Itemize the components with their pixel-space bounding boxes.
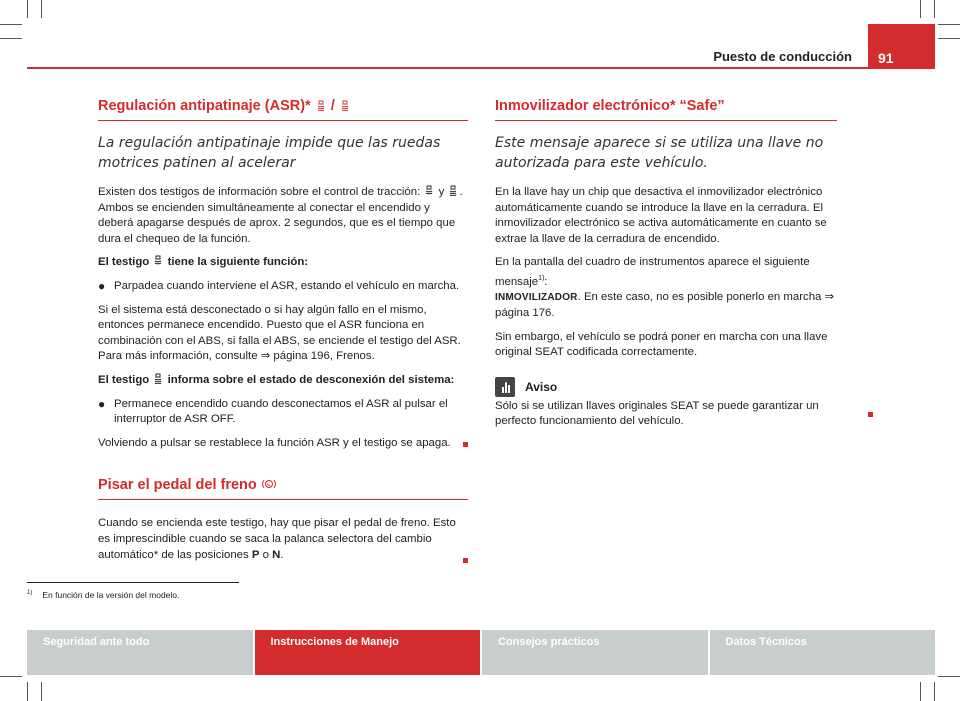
crop-mark (41, 0, 42, 18)
crop-mark (41, 682, 42, 701)
header-rule (27, 67, 935, 69)
brake-paragraph: Cuando se encienda este testigo, hay que pisar el pedal de freno. Esto es imprescindible cuando se saca la palanca selectora del cambio automático* de las posiciones P o N. (98, 516, 468, 563)
asr-off-icon (448, 185, 458, 196)
end-of-section-marker (868, 412, 873, 417)
footnote-marker: 1) (27, 590, 33, 597)
position-p: P (251, 548, 260, 561)
page-header-title: Puesto de conducción (713, 49, 852, 64)
footnote-ref: 1) (538, 274, 545, 282)
section-title-brake: Pisar el pedal del freno (98, 477, 468, 500)
bullet-dot: ● (98, 278, 106, 293)
tab-instrucciones[interactable]: Instrucciones de Manejo (255, 630, 481, 675)
crop-mark (0, 38, 22, 39)
chapter-tabs (27, 630, 935, 675)
status-label: El testigo informa sobre el estado de desconexión del sistema: (98, 373, 455, 386)
bullet-item: ● Permanece encendido cuando desconectamos el ASR al pulsar el interruptor de ASR OFF. (98, 397, 468, 428)
tab-consejos[interactable]: Consejos prácticos (482, 630, 708, 675)
asr-warning-icon (153, 255, 163, 266)
right-column (495, 98, 837, 438)
brake-pedal-icon (262, 478, 276, 490)
paragraph: Sin embargo, el vehículo se podrá poner en marcha con una llave original SEAT codificada correctamente. (495, 330, 828, 359)
tab-seguridad[interactable]: Seguridad ante todo (27, 630, 253, 675)
section-title-immobilizer: Inmovilizador electrónico* “Safe” (495, 98, 837, 121)
end-of-section-marker (463, 442, 468, 447)
crop-mark (934, 682, 935, 701)
position-n: N (272, 548, 281, 561)
crop-mark (27, 0, 28, 18)
asr-warning-icon (424, 185, 434, 196)
footnote (27, 590, 179, 600)
section-subtitle: La regulación antipatinaje impide que las ruedas motrices patinen al acelerar (98, 135, 441, 171)
asr-off-icon (340, 100, 350, 111)
note-header (495, 377, 837, 397)
crop-mark (938, 38, 960, 39)
tab-datos[interactable]: Datos Técnicos (710, 630, 936, 675)
footnote-rule (27, 582, 239, 583)
display-message: INMOVILIZADOR (495, 292, 578, 304)
crop-mark (938, 676, 960, 677)
note-title: Aviso (525, 379, 558, 394)
left-column (98, 98, 468, 571)
function-label: El testigo tiene la siguiente función: (98, 256, 309, 269)
crop-mark (0, 676, 22, 677)
asr-warning-icon (316, 100, 326, 111)
bullet-dot: ● (98, 396, 106, 411)
intro-paragraph: Existen dos testigos de información sobre el control de tracción: y . Ambos se encienden simultáneamente al conectar el encendido y deberá apagarse después de aprox. 2 segundos, que es el tiempo que dura el chequeo de la función. (98, 186, 463, 245)
page-number: 91 (868, 24, 935, 69)
message-paragraph: En la pantalla del cuadro de instrumentos aparece el siguiente mensaje$^{1)}$: INMOVILIZADOR. En este caso, no es posible ponerlo en marcha ⇒ página 176. (495, 256, 835, 319)
section-subtitle: Este mensaje aparece si se utiliza una llave no autorizada para este vehículo. (495, 135, 824, 171)
note-icon (495, 377, 515, 397)
crop-mark (920, 682, 921, 701)
paragraph: Si el sistema está desconectado o si hay algún fallo en el mismo, entonces permanece encendido. Puesto que el ASR funciona en combinación con el ABS, si falla el ABS, se enciende el testigo del ASR. Para más información, consulte ⇒ página 196, Frenos. (98, 303, 461, 363)
bullet-item: ● Parpadea cuando interviene el ASR, estando el vehículo en marcha. (98, 278, 460, 293)
crop-mark (27, 682, 28, 701)
crop-mark (934, 0, 935, 18)
paragraph: En la llave hay un chip que desactiva el inmovilizador electrónico automáticamente cuando se introduce la llave en la cerradura. El inmovilizador electrónico se activa automáticamente en cuanto se extrae la llave de la cerradura de encendido. (495, 186, 827, 245)
section-title-asr: Regulación antipatinaje (ASR)* / (98, 98, 468, 121)
footnote-text: En función de la versión del modelo. (42, 590, 180, 600)
crop-mark (938, 24, 960, 25)
asr-off-icon (153, 373, 163, 384)
paragraph: Volviendo a pulsar se restablece la función ASR y el testigo se apaga. (98, 436, 468, 452)
note-text: Sólo si se utilizan llaves originales SEAT se puede garantizar un perfecto funcionamiento del vehículo. (495, 399, 837, 430)
end-of-section-marker (463, 558, 468, 563)
crop-mark (920, 0, 921, 18)
crop-mark (0, 24, 22, 25)
